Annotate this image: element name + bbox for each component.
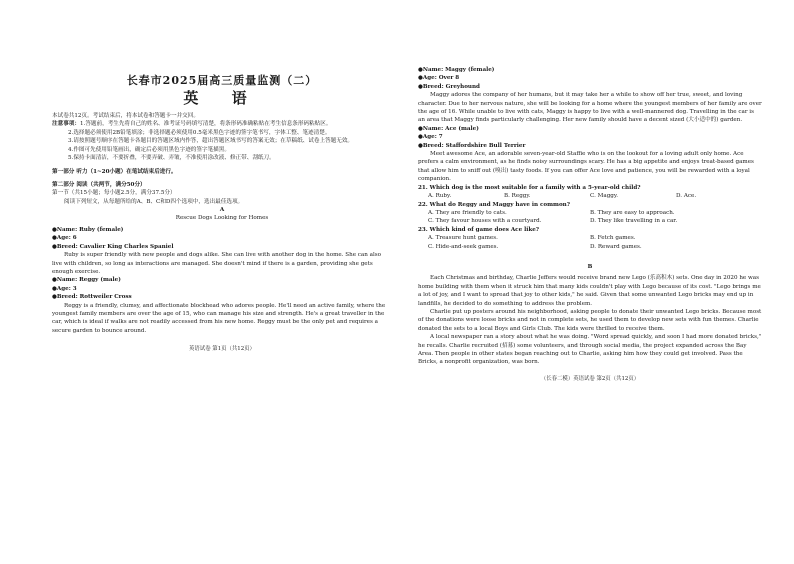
option: C. They favour houses with a courtyard.	[428, 218, 542, 225]
ace-name: ●Name: Ace (male)	[418, 125, 479, 132]
question-22-stem: 22. What do Reggy and Maggy have in common?	[418, 201, 571, 208]
option: A. Ruby.	[428, 193, 452, 200]
option: B. They are easy to approach.	[590, 209, 675, 216]
option: D. They like travelling in a car.	[590, 218, 678, 225]
part-two-heading: 第二部分 阅读（共两节，满分50分）	[52, 181, 146, 188]
instruction-item: 5.保持卡面清洁，不要折叠，不要弄破、弄皱，不准使用涂改液、修正带、刮纸刀。	[68, 155, 275, 162]
question-22-options	[418, 209, 762, 226]
instructions-intro: 本试卷共12页。考试结束后，将本试卷和答题卡一并交回。	[52, 113, 199, 119]
ace-breed: ●Breed: Staffordshire Bull Terrier	[418, 142, 526, 149]
option: C. Hide-and-seek games.	[428, 243, 499, 250]
ruby-breed: ●Breed: Cavalier King Charles Spaniel	[52, 243, 174, 250]
option: B. Fetch games.	[590, 235, 636, 242]
maggy-description: Maggy adores the company of her humans, but it may take her a while to show off her true, sweet, and loving character. Due to her nervous nature, she will be looking for a home where the youngest members of her family are over the age of 16. While unable to live with cats, Maggy is happy to live with a well-mannered dog. Travelling in the car is an area that Maggy finds particularly challenging. Her new family should have a decent sized (大小适中的) garden.	[418, 92, 762, 124]
reggy-description: Reggy is a friendly, clumsy, and affectionate blockhead who adores people. He'll need an active family, where the youngest family members are over the age of 15, who can manage his size and strength. He's a great traveller in the car, which is ideal if walks are not readily accessed from his new home. Reggy must be the only pet and requires a secure garden to bounce around.	[52, 302, 386, 334]
option: D. Ace.	[676, 193, 697, 200]
page-footer: 英语试卷 第1页（共12页）	[189, 346, 255, 353]
maggy-age: ●Age: Over 8	[418, 75, 460, 82]
option: B. Reggy.	[504, 193, 531, 200]
right-page	[418, 0, 762, 383]
option: D. Reward games.	[590, 243, 642, 250]
passage-b-paragraph: Charlie put up posters around his neighborhood, asking people to donate their unwanted Lego bricks. Because most of the donations were loose bricks and not in complete sets, he used them to develop new sets with fun themes. Charlie donated the sets to a local Boys and Girls Club. The kids were thrilled to receive them.	[418, 308, 762, 332]
subject-heading: 英 语	[183, 89, 261, 107]
maggy-breed: ●Breed: Greyhound	[418, 83, 480, 90]
question-23-stem: 23. Which kind of game does Ace like?	[418, 226, 540, 233]
instruction-item: 3.请按照题号顺序在答题卡各题目的答题区域内作答，超出答题区域书写的答案无效；在草稿纸、试卷上答题无效。	[68, 138, 354, 145]
instruction-item: 2.选择题必须使用2B铅笔填涂；非选择题必须使用0.5毫米黑色字迹的签字笔书写，字体工整、笔迹清楚。	[68, 129, 331, 136]
reggy-age: ●Age: 3	[52, 285, 77, 292]
instruction-item: 4.作图可先使用铅笔画出，确定后必须用黑色字迹的签字笔描黑。	[68, 146, 230, 153]
option: A. They are friendly to cats.	[428, 209, 507, 216]
part-one-note: 第一部分 听力（1~20小题）在笔试结束后进行。	[52, 169, 177, 176]
section-one-heading: 第一节（共15小题；每小题2.5分，满分37.5分）	[52, 190, 176, 197]
option: A. Treasure hunt games.	[428, 235, 498, 242]
ruby-description: Ruby is super friendly with new people and dogs alike. She can live with another dog in the home. She can also live with children, so long as interactions are managed. She doesn't mind if there is a garden, providing she gets enough exercise.	[52, 252, 382, 275]
reggy-breed: ●Breed: Rottweiler Cross	[52, 294, 132, 301]
passage-a-title: Rescue Dogs Looking for Homes	[175, 215, 269, 222]
passage-b-paragraph: A local newspaper ran a story about what he was doing. "Word spread quickly, and soon I had more donated bricks," he recalls. Charlie recruited (招募) some volunteers, and through social media, the project expanded across the Bay Area. Then people in other states began reaching out to Charlie, asking him how they could get involved. Pass the Bricks, a nonprofit organization, was born.	[418, 334, 762, 366]
ace-age: ●Age: 7	[418, 134, 443, 141]
ace-description: Meet awesome Ace, an adorable seven-year-old Staffie who is on the lookout for a loving adult only home. Ace prefers a calm environment, as he finds noisy surroundings scary. He has a big appetite and enjoys treat-based games that allow him to sniff out (嗅出) tasty foods. If you can offer Ace love and patience, you will be rewarded with a loyal companion.	[418, 151, 754, 183]
passage-a-label: A	[219, 207, 225, 214]
reggy-name: ●Name: Reggy (male)	[52, 277, 121, 284]
passage-b-label: B	[587, 263, 593, 270]
question-21-options	[418, 192, 762, 200]
maggy-name: ●Name: Maggy (female)	[418, 67, 495, 73]
exam-title: 长春市2025届高三质量监测（二）	[126, 74, 318, 87]
option: C. Maggy.	[590, 193, 619, 200]
question-21-stem: 21. Which dog is the most suitable for a family with a 5-year-old child?	[418, 184, 641, 191]
ruby-age: ●Age: 6	[52, 235, 77, 242]
left-page	[52, 0, 392, 354]
section-one-instructions: 阅读下列短文，从每题所给的A、B、C和D四个选项中，选出最佳选项。	[64, 198, 244, 205]
passage-b-paragraph: Each Christmas and birthday, Charlie Jeffers would receive brand new Lego (乐高积木) sets. One day in 2020 he was home building with them when it struck him that many kids couldn't play with Lego because of its cost. "Lego brings me a lot of joy, and I want to spread that joy to other kids," he said. Given that some unwanted Lego bricks may end up in landfills, he decided to do something to address the problem.	[418, 275, 761, 307]
instructions-heading: 注意事项：1.答题前，考生先将自己的姓名、准考证号码填写清楚，将条形码准确粘贴在考生信息条形码粘贴区。	[52, 121, 332, 128]
question-23-options	[418, 234, 762, 251]
page-footer: （长春二模）英语试卷 第2页（共12页）	[540, 375, 640, 382]
ruby-name: ●Name: Ruby (female)	[52, 226, 124, 233]
